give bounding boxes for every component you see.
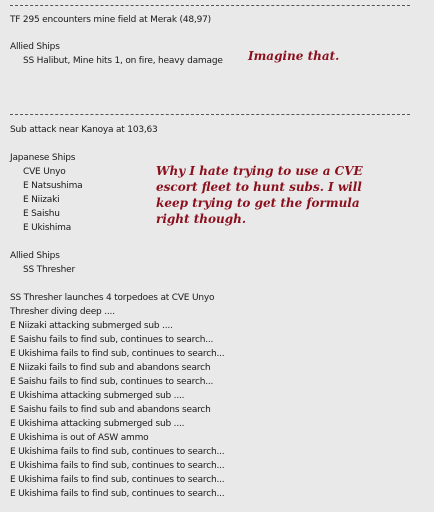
annotation-note-2-line: escort fleet to hunt subs. I will: [156, 180, 362, 194]
report2-japanese-label: Japanese Ships: [10, 153, 76, 163]
event-line: Thresher diving deep ....: [10, 307, 115, 317]
event-line: E Ukishima fails to find sub, continues to search...: [10, 489, 225, 499]
japanese-ship-item: E Saishu: [23, 209, 60, 219]
separator-top: [10, 5, 410, 6]
report1-allied-label: Allied Ships: [10, 42, 60, 52]
event-line: E Ukishima attacking submerged sub ....: [10, 391, 185, 401]
event-line: SS Thresher launches 4 torpedoes at CVE Unyo: [10, 293, 215, 303]
event-line: E Niizaki fails to find sub and abandons search: [10, 363, 211, 373]
event-line: E Ukishima is out of ASW ammo: [10, 433, 149, 443]
allied-ship-item: SS Thresher: [23, 265, 75, 275]
report1-header: TF 295 encounters mine field at Merak (48,97): [10, 15, 211, 25]
report1-ship-line: SS Halibut, Mine hits 1, on fire, heavy damage: [23, 56, 223, 66]
annotation-note-2-line: right though.: [156, 212, 247, 226]
japanese-ship-item: E Niizaki: [23, 195, 60, 205]
event-line: E Niizaki attacking submerged sub ....: [10, 321, 173, 331]
report2-header: Sub attack near Kanoya at 103,63: [10, 125, 158, 135]
event-line: E Ukishima fails to find sub, continues to search...: [10, 461, 225, 471]
japanese-ship-item: E Natsushima: [23, 181, 83, 191]
separator-middle: [10, 114, 410, 115]
event-line: E Saishu fails to find sub and abandons search: [10, 405, 211, 415]
japanese-ship-item: CVE Unyo: [23, 167, 66, 177]
event-line: E Ukishima fails to find sub, continues to search...: [10, 349, 225, 359]
annotation-note-1: Imagine that.: [248, 49, 340, 63]
report2-allied-label: Allied Ships: [10, 251, 60, 261]
annotation-note-2-line: keep trying to get the formula: [156, 196, 360, 210]
event-line: E Ukishima attacking submerged sub ....: [10, 419, 185, 429]
annotation-note-2: [156, 163, 363, 227]
event-line: E Ukishima fails to find sub, continues to search...: [10, 447, 225, 457]
japanese-ship-item: E Ukishima: [23, 223, 72, 233]
annotation-note-2-line: Why I hate trying to use a CVE: [156, 164, 363, 178]
event-line: E Saishu fails to find sub, continues to search...: [10, 335, 214, 345]
event-line: E Saishu fails to find sub, continues to search...: [10, 377, 214, 387]
event-line: E Ukishima fails to find sub, continues to search...: [10, 475, 225, 485]
